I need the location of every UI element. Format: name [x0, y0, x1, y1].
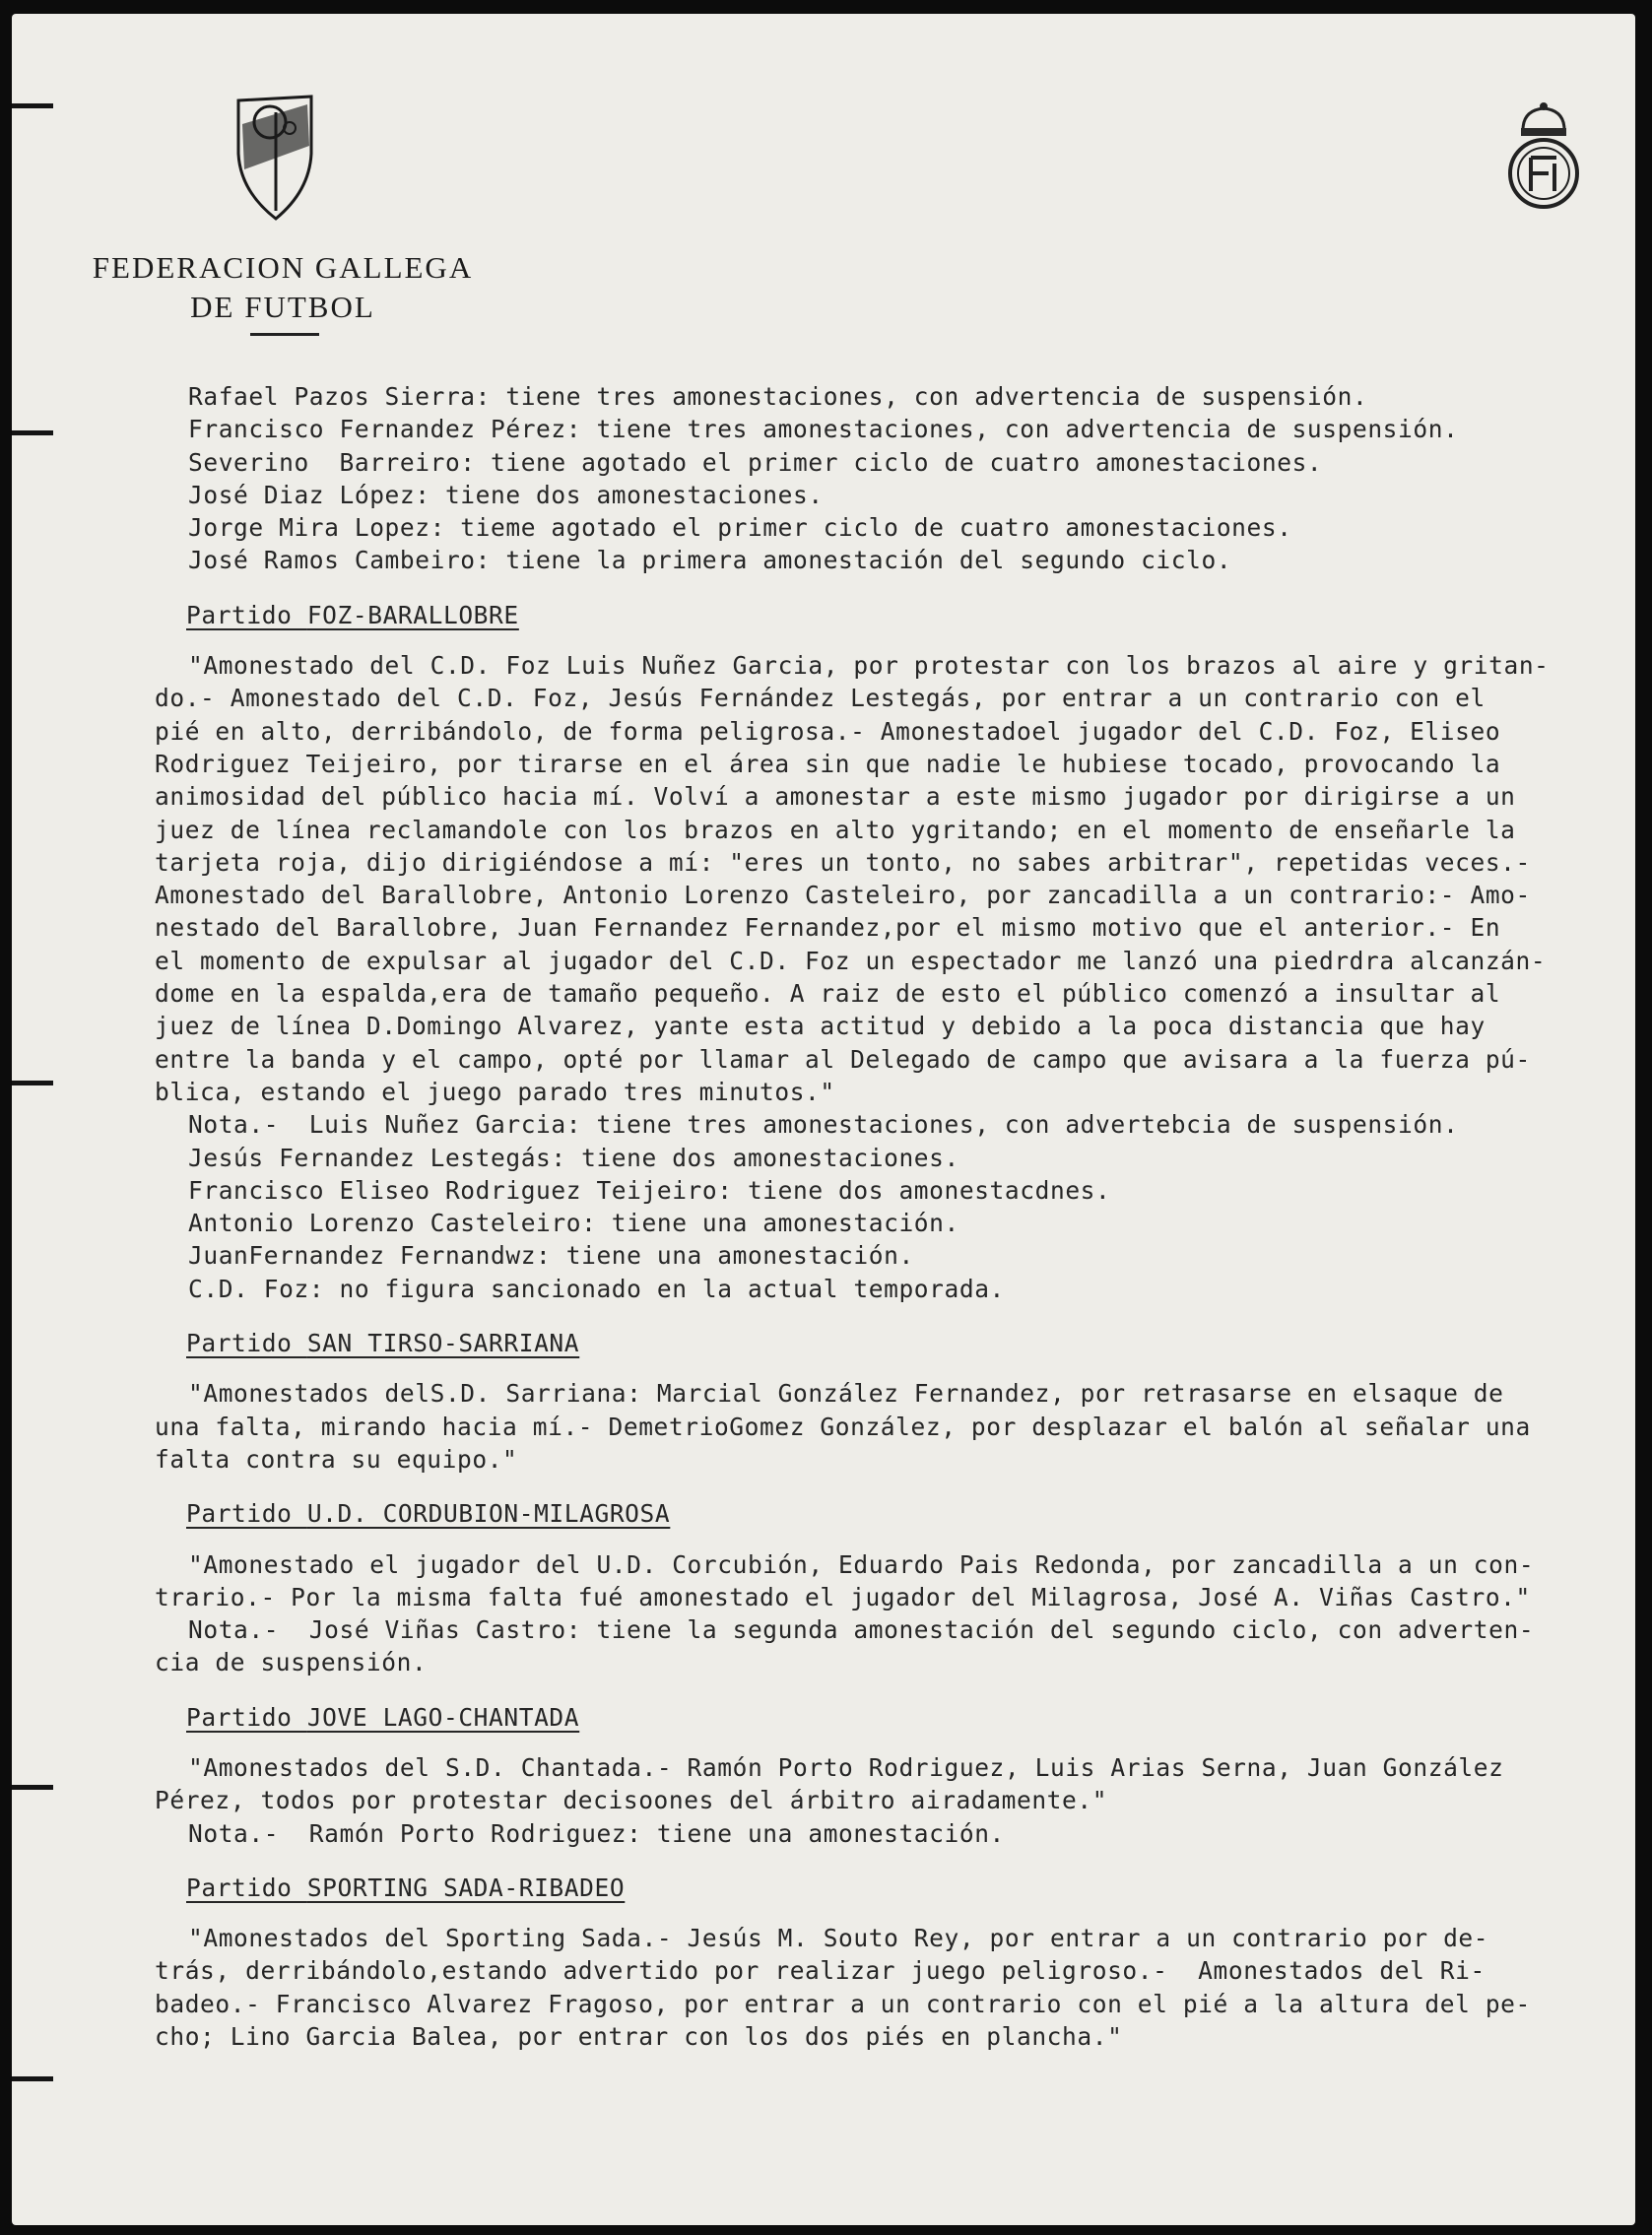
header-rule — [250, 333, 319, 336]
punch-mark — [12, 2076, 53, 2081]
punch-mark — [12, 103, 53, 108]
paragraph-gap — [151, 1476, 1652, 1497]
match-title-prefix: Partido — [186, 600, 293, 629]
match-report-line: juez de línea D.Domingo Alvarez, yante esta actitud y debido a la poca distancia que hay — [155, 1012, 1486, 1041]
match-note-detail: JuanFernandez Fernandwz: tiene una amonestación. — [188, 1241, 914, 1271]
match-title-name: U.D. CORDUBION-MILAGROSA — [306, 1499, 671, 1529]
match-report-line: "Amonestado el jugador del U.D. Corcubión, Eduardo Pais Redonda, por zancadilla a un con- — [188, 1549, 1535, 1579]
punch-mark — [12, 1785, 53, 1790]
federation-name-line2: DE FUTBOL — [190, 290, 375, 324]
match-report-line: do.- Amonestado del C.D. Foz, Jesús Fernández Lestegás, por entrar a un contrario con el — [155, 684, 1486, 713]
match-title-name: JOVE LAGO-CHANTADA — [306, 1702, 580, 1732]
paragraph-gap — [151, 631, 1652, 649]
paragraph-gap — [151, 1305, 1652, 1327]
match-title — [151, 1327, 1652, 1359]
match-title — [151, 1497, 1652, 1530]
paragraph-gap — [151, 1531, 1652, 1548]
match-report-line: entre la banda y el campo, opté por llamar al Delegado de campo que avisara a la fuerza pú- — [155, 1044, 1531, 1074]
document-page — [12, 14, 1635, 2225]
match-report-line: una falta, mirando hacia mí.- DemetrioGomez González, por desplazar el balón al señalar una — [155, 1412, 1531, 1441]
match-note-line: Nota.- Luis Nuñez Garcia: tiene tres amonestaciones, con advertebcia de suspensión. — [188, 1110, 1459, 1140]
paragraph-gap — [151, 1904, 1652, 1922]
intro-line: Rafael Pazos Sierra: tiene tres amonestaciones, con advertencia de suspensión. — [188, 382, 1368, 411]
punch-mark — [12, 1081, 53, 1085]
match-note-line: Nota.- José Viñas Castro: tiene la segunda amonestación del segundo ciclo, con adverten- — [188, 1615, 1535, 1645]
match-note-detail: cia de suspensión. — [155, 1648, 428, 1677]
match-report-line: Pérez, todos por protestar decisoones del árbitro airadamente." — [155, 1786, 1108, 1815]
paragraph-gap — [151, 1850, 1652, 1872]
match-note-detail: C.D. Foz: no figura sancionado en la actual temporada. — [188, 1274, 1005, 1303]
paragraph-gap — [151, 577, 1652, 599]
match-title-prefix: Partido — [186, 1329, 293, 1358]
match-report-line: trario.- Por la misma falta fué amonestado el jugador del Milagrosa, José A. Viñas Castro." — [155, 1582, 1531, 1611]
match-report-line: animosidad del público hacia mí. Volví a amonestar a este mismo jugador por dirigirse a un — [155, 782, 1516, 812]
match-title-prefix: Partido — [186, 1702, 293, 1732]
match-report-line: tarjeta roja, dijo dirigiéndose a mí: "eres un tonto, no sabes arbitrar", repetidas veces.- — [155, 847, 1531, 877]
match-report-line: "Amonestados delS.D. Sarriana: Marcial González Fernandez, por retrasarse en elsaque de — [188, 1379, 1504, 1409]
intro-line: José Ramos Cambeiro: tiene la primera amonestación del segundo ciclo. — [188, 546, 1232, 575]
crowned-crest-icon — [1501, 100, 1586, 211]
match-report-line: dome en la espalda,era de tamaño pequeño. A raiz de esto el público comenzó a insultar al — [155, 979, 1501, 1009]
federation-name-line1: FEDERACION GALLEGA — [92, 250, 474, 285]
intro-line: Francisco Fernandez Pérez: tiene tres amonestaciones, con advertencia de suspensión. — [188, 415, 1459, 444]
paragraph-gap — [151, 1734, 1652, 1751]
match-report-line: "Amonestados del Sporting Sada.- Jesús M. Souto Rey, por entrar a un contrario por de- — [188, 1924, 1489, 1953]
paragraph-gap — [151, 1359, 1652, 1377]
match-title — [151, 599, 1652, 631]
punch-mark — [12, 430, 53, 435]
match-title-prefix: Partido — [186, 1499, 293, 1529]
document-body — [151, 380, 1652, 2053]
match-title-name: SAN TIRSO-SARRIANA — [306, 1329, 580, 1358]
match-report-line: falta contra su equipo." — [155, 1444, 518, 1474]
intro-line: José Diaz López: tiene dos amonestaciones. — [188, 480, 824, 509]
intro-line: Severino Barreiro: tiene agotado el primer ciclo de cuatro amonestaciones. — [188, 447, 1323, 477]
intro-line: Jorge Mira Lopez: tieme agotado el primer ciclo de cuatro amonestaciones. — [188, 513, 1292, 543]
match-report-line: el momento de expulsar al jugador del C.D. Foz un espectador me lanzó una piedrdra alcanzán- — [155, 946, 1547, 975]
match-title-name: FOZ-BARALLOBRE — [306, 600, 519, 629]
match-title-name: SPORTING SADA-RIBADEO — [306, 1873, 626, 1902]
shield-emblem-icon — [231, 95, 319, 223]
match-report-line: badeo.- Francisco Alvarez Fragoso, por entrar a un contrario con el pié a la altura del pe- — [155, 1989, 1531, 2018]
match-report-line: nestado del Barallobre, Juan Fernandez Fernandez,por el mismo motivo que el anterior.- En — [155, 913, 1501, 943]
match-report-line: "Amonestados del S.D. Chantada.- Ramón Porto Rodriguez, Luis Arias Serna, Juan González — [188, 1752, 1504, 1782]
match-note-detail: Francisco Eliseo Rodriguez Teijeiro: tiene dos amonestacdnes. — [188, 1175, 1111, 1205]
match-note-detail: Jesús Fernandez Lestegás: tiene dos amonestaciones. — [188, 1143, 959, 1172]
match-report-line: blica, estando el juego parado tres minutos." — [155, 1077, 835, 1106]
match-title-prefix: Partido — [186, 1873, 293, 1902]
match-title — [151, 1872, 1652, 1904]
match-report-line: cho; Lino Garcia Balea, por entrar con los dos piés en plancha." — [155, 2022, 1123, 2052]
match-title — [151, 1701, 1652, 1734]
match-report-line: trás, derribándolo,estando advertido por realizar juego peligroso.- Amonestados del Ri- — [155, 1956, 1486, 1986]
match-report-line: Rodriguez Teijeiro, por tirarse en el área sin que nadie le hubiese tocado, provocando la — [155, 749, 1501, 778]
match-report-line: Amonestado del Barallobre, Antonio Lorenzo Casteleiro, por zancadilla a un contrario:- Amo- — [155, 881, 1531, 910]
match-note-detail: Antonio Lorenzo Casteleiro: tiene una amonestación. — [188, 1209, 959, 1238]
match-report-line: juez de línea reclamandole con los brazos en alto ygritando; en el momento de enseñarle la — [155, 815, 1516, 844]
match-report-line: pié en alto, derribándolo, de forma peligrosa.- Amonestadoel jugador del C.D. Foz, Eliseo — [155, 716, 1501, 746]
match-note-line: Nota.- Ramón Porto Rodriguez: tiene una amonestación. — [188, 1818, 1005, 1848]
paragraph-gap — [151, 1679, 1652, 1701]
match-report-line: "Amonestado del C.D. Foz Luis Nuñez Garcia, por protestar con los brazos al aire y gritan- — [188, 651, 1550, 681]
federation-name — [81, 248, 485, 327]
